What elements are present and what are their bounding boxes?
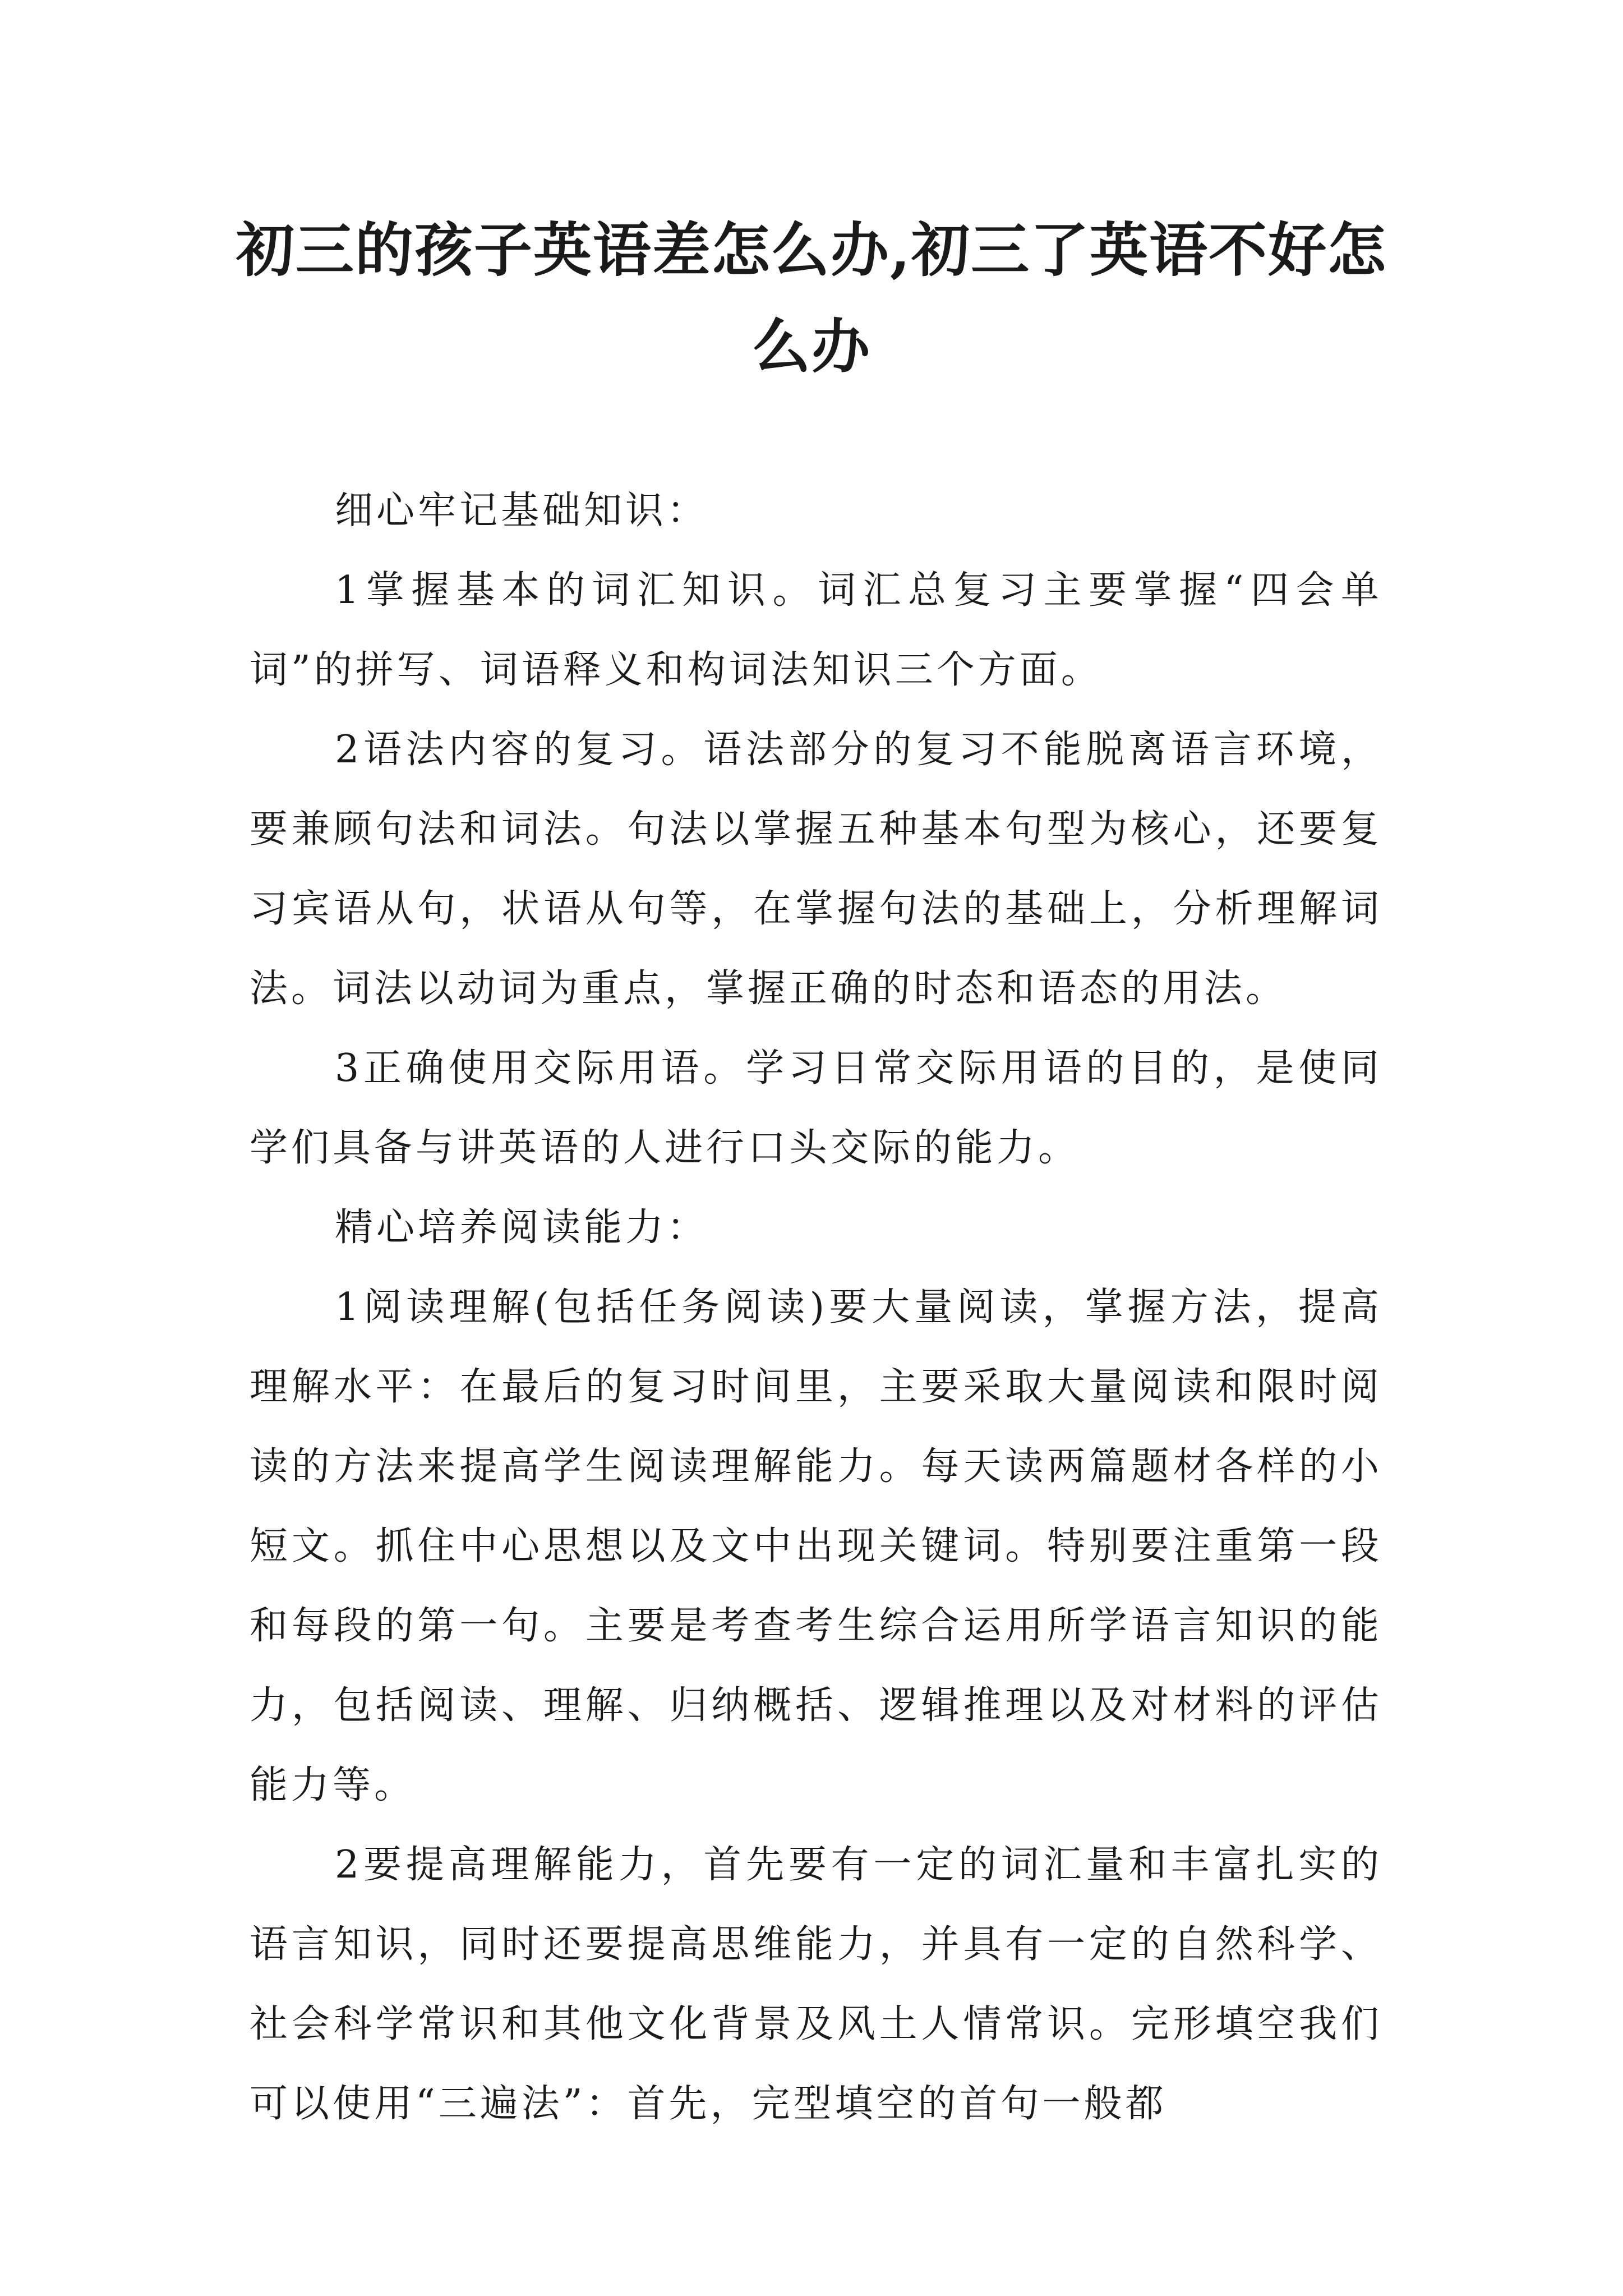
paragraph-comprehension-ability: 2要提高理解能力，首先要有一定的词汇量和丰富扎实的语言知识，同时还要提高思维能力，并具有一定的自然科学、社会科学常识和其他文化背景及风土人情常识。完形填空我们可以使用“三遍法”：首先，完型填空的首句一般都 [250,1843,1382,2126]
paragraph-reading-comprehension: 1阅读理解(包括任务阅读)要大量阅读，掌握方法，提高理解水平：在最后的复习时间里，主要采取大量阅读和限时阅读的方法来提高学生阅读理解能力。每天读两篇题材各样的小短文。抓住中心思想以及文中出现关键词。特别要注重第一段和每段的第一句。主要是考查考生综合运用所学语言知识的能力，包括阅读、理解、归纳概括、逻辑推理以及对材料的评估能力等。 [250,1285,1382,1807]
document-body [250,471,1382,2144]
paragraph-vocabulary: 1掌握基本的词汇知识。词汇总复习主要掌握“四会单词”的拼写、词语释义和构词法知识三个方面。 [250,568,1382,692]
document-title: 初三的孩子英语差怎么办,初三了英语不好怎么办 [236,215,1387,381]
paragraph-heading-reading: 精心培养阅读能力： [335,1205,709,1250]
paragraph-grammar: 2语法内容的复习。语法部分的复习不能脱离语言环境，要兼顾句法和词法。句法以掌握五种基本句型为核心，还要复习宾语从句，状语从句等，在掌握句法的基础上，分析理解词法。词法以动词为重点，掌握正确的时态和语态的用法。 [250,728,1382,1011]
paragraph-heading-basics: 细心牢记基础知识： [335,489,709,533]
paragraph-communication: 3正确使用交际用语。学习日常交际用语的目的，是使同学们具备与讲英语的人进行口头交际的能力。 [250,1046,1382,1170]
